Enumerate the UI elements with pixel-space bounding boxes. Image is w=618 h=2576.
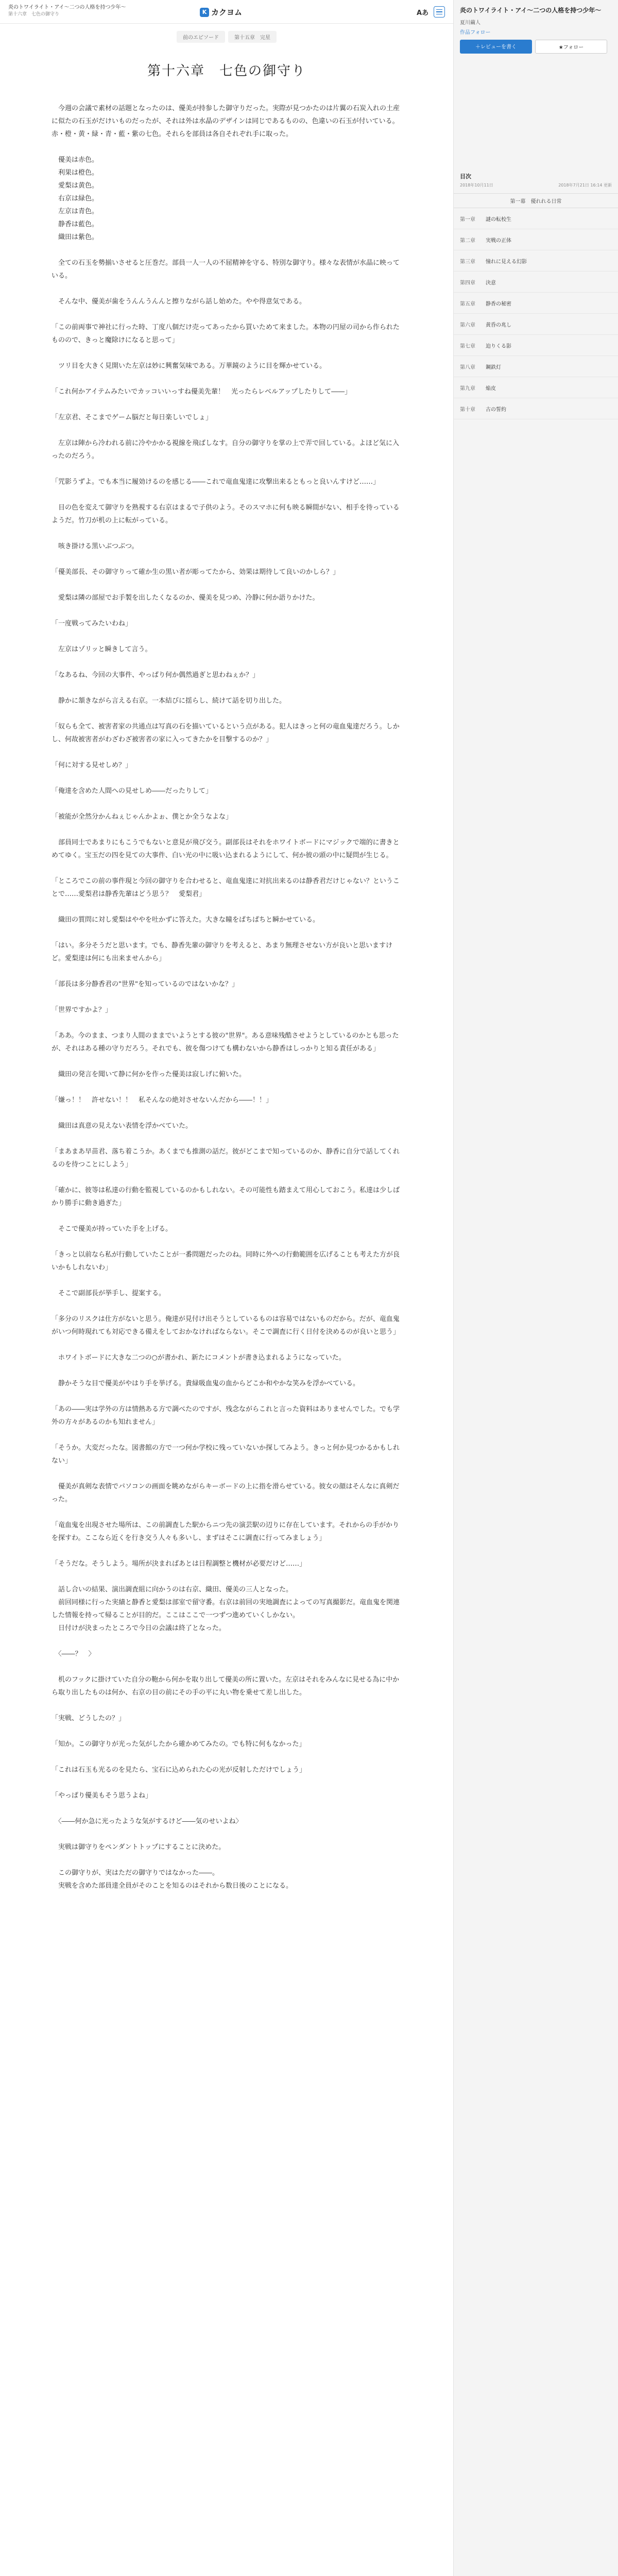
body-paragraph xyxy=(52,141,402,154)
body-paragraph xyxy=(52,1338,402,1351)
episode-nav xyxy=(0,31,453,43)
body-paragraph: 「はい。多分そうだと思います。でも、静香先輩の御守りを考えると、あまり無理させない方が良いと思いますけど。愛梨達は何にも出来ませんから」 xyxy=(52,942,392,962)
body-paragraph: 愛梨は隣の部屋でお手製を出したくなるのか、優美を見つめ、冷静に何か語りかけた。 xyxy=(52,594,319,602)
body-paragraph: 愛梨は黄色。 xyxy=(52,182,99,190)
body-paragraph xyxy=(52,372,402,385)
body-paragraph: 全ての石玉を勢揃いさせると圧巻だ。部員一人一人の不屈精神を守る、特別な御守り。様々な表情が水晶に映っている。 xyxy=(52,259,400,280)
toc-header xyxy=(454,172,618,188)
toc-chapter-item[interactable] xyxy=(454,250,618,272)
body-paragraph: 部員同士であまりにもこうでもないと意見が飛び交う。副部長はそれをホワイトボードにマジックで端的に書きとめてゆく。宝玉だの四を見ての大事件、白い光の中に吸い込まれるようにして、何か彼の頭の中に疑問が生じる。 xyxy=(52,839,400,859)
body-paragraph: そこで優美が持っていた手を上げる。 xyxy=(52,1225,173,1233)
body-paragraph: 「きっと以前なら私が行動していたことが一番問題だったのね。同時に外への行動範囲を広げることも考えた方が良いかもしれないわ」 xyxy=(52,1251,400,1272)
body-paragraph xyxy=(52,1055,402,1068)
body-paragraph: 「嫌っ！！ 許せない！！ 私そんなの絶対させないんだから――！！」 xyxy=(52,1096,273,1104)
current-chapter-link[interactable]: 第十五章 完星 xyxy=(228,31,277,43)
body-paragraph: 「やっぱり優美もそう思うよね」 xyxy=(52,1792,152,1800)
top-header xyxy=(0,0,453,24)
body-paragraph xyxy=(52,244,402,257)
toc-chapter-item[interactable] xyxy=(454,229,618,250)
body-paragraph: 「咒影うずよ。でも本当に履効けるのを感じる――これで竜血鬼達に攻撃出来るともっと良いんすけど……」 xyxy=(52,478,380,486)
body-paragraph xyxy=(52,862,402,875)
body-paragraph xyxy=(52,398,402,411)
body-paragraph: そこで副部長が挙手し、提案する。 xyxy=(52,1290,166,1297)
body-paragraph xyxy=(52,604,402,617)
body-paragraph xyxy=(52,1854,402,1867)
header-work-info[interactable] xyxy=(8,4,163,18)
header-episode-title: 第十六章 七色の御守り xyxy=(8,12,60,17)
body-paragraph: 前回同様に行った実績と静香と愛梨は部室で留守番。右京は前回の実地調査によっての写真撮影だ。竜血鬼を関連した情報を持って帰ることが目的だ。ここはここで一つずつ進めていくしかない。 xyxy=(52,1599,400,1619)
body-paragraph: 静かそうな目で優美がやはり手を挙げる。貴緑吸血鬼の血からどこか和やかな笑みを浮かべている。 xyxy=(52,1380,360,1387)
toc-chapter-number: 第三章 xyxy=(460,259,475,265)
sidebar-buttons xyxy=(460,40,612,54)
toc-list xyxy=(454,208,618,419)
body-paragraph: 優美が真剣な表情でパソコンの画面を眺めながらキーボードの上に指を滑らせている。彼女の顔はそんなに真剣だった。 xyxy=(52,1483,400,1503)
body-paragraph xyxy=(52,1274,402,1287)
body-paragraph: 「そうだな。そうしよう。場所が決まればあとは日程調整と機材が必要だけど……」 xyxy=(52,1560,306,1568)
sidebar-author[interactable]: 夏川繭人 xyxy=(460,20,480,26)
sidebar xyxy=(453,0,618,2576)
body-paragraph: 「なあるね、今回の大事件、やっぱり何か偶然過ぎと思わねぇか？」 xyxy=(52,671,260,679)
body-paragraph: 「そうか。大変だったな。図書館の方で一つ何か学校に残っていないか探してみよう。きっと何か見つかるかもしれない」 xyxy=(52,1444,400,1465)
body-paragraph xyxy=(52,630,402,643)
body-paragraph: 「この前両事で神社に行った時、丁度八個だけ売ってあったから買いためて来ました。本物の円屋の司から作られたものので、きっと魔除けになると思って」 xyxy=(52,324,400,344)
toc-chapter-title: 決意 xyxy=(486,280,496,286)
toc-chapter-title: 謎の転校生 xyxy=(486,216,511,223)
body-paragraph xyxy=(52,1699,402,1712)
toc-chapter-number: 第十章 xyxy=(460,406,475,413)
body-paragraph: 「ところでこの前の事件現と今回の御守りを合わせると、竜血鬼達に対抗出来るのは静香君だけじゃない？ということで……愛梨君は静香先輩はどう思う？ 愛梨君」 xyxy=(52,877,400,898)
start-date: 2018年10月11日 xyxy=(460,183,493,188)
body-paragraph: 「これ何かアイテムみたいでカッコいいっすね優美先輩！ 光ったらレベルアップしたりして――」 xyxy=(52,388,352,396)
toc-chapter-number: 第二章 xyxy=(460,238,475,244)
body-paragraph: 左京はゾリッと瞬きして言う。 xyxy=(52,646,152,653)
body-paragraph xyxy=(52,656,402,669)
body-paragraph: 織田の質問に対し愛梨はややを吐かずに答えた。大きな瞳をぱちぱちと瞬かせている。 xyxy=(52,916,320,924)
toc-chapter-number: 第四章 xyxy=(460,280,475,286)
body-paragraph: この御守りが、実はただの御守りではなかった――。 xyxy=(52,1869,219,1877)
text-size-button[interactable]: Aあ xyxy=(416,9,428,17)
body-paragraph xyxy=(52,772,402,785)
body-paragraph xyxy=(52,1570,402,1583)
toc-chapter-item[interactable] xyxy=(454,272,618,293)
body-paragraph xyxy=(52,1210,402,1223)
toc-dates xyxy=(460,182,612,188)
body-paragraph: 左京は青色。 xyxy=(52,208,99,215)
prev-episode-link[interactable]: 前のエピソード xyxy=(177,31,225,43)
body-paragraph: 静香は藍色。 xyxy=(52,221,99,228)
site-logo[interactable] xyxy=(200,7,242,18)
toc-chapter-number: 第九章 xyxy=(460,385,475,392)
body-paragraph: ホワイトボードに大きな二つの○が書かれ、新たにコメントが書き込まれるようになっていた。 xyxy=(52,1354,346,1362)
body-paragraph xyxy=(52,991,402,1004)
body-paragraph xyxy=(52,901,402,913)
episode-main xyxy=(0,24,453,1892)
body-paragraph: そんな中、優美が歯をうんんうんんと擦りながら話し始めた。やや得意気である。 xyxy=(52,298,306,306)
body-paragraph xyxy=(52,682,402,694)
header-work-title[interactable]: 炎のトワイライト・アイ～二つの人格を持つ少年～ xyxy=(8,5,126,10)
body-paragraph xyxy=(52,527,402,540)
toc-chapter-title: 迫りくる影 xyxy=(486,343,511,349)
body-paragraph: 織田は紫色。 xyxy=(52,233,99,241)
body-paragraph xyxy=(52,1467,402,1480)
sidebar-follow-link[interactable]: 作品フォロー xyxy=(460,30,491,36)
toc-chapter-item[interactable] xyxy=(454,398,618,419)
body-paragraph: 「奴らも全て、被害者家の共通点は写真の石を描いているという点がある。犯人はきっと何の竜血鬼達だろう。しかし、何故被害者がわざわざ被害者の家に入ってきたかを目撃するのか？」 xyxy=(52,723,400,743)
body-paragraph xyxy=(52,823,402,836)
sidebar-work-title[interactable]: 炎のトワイライト・アイ～二つの人格を持つ少年～ xyxy=(460,7,602,14)
body-paragraph xyxy=(52,282,402,295)
body-paragraph: 「知か。この御守りが光った気がしたから確かめてみたの。でも特に何もなかった」 xyxy=(52,1740,306,1748)
body-paragraph xyxy=(52,1364,402,1377)
body-paragraph xyxy=(52,1132,402,1145)
body-paragraph: 「これは石玉も光るのを見たら、宝石に込められた心の光が反射しただけでしょう」 xyxy=(52,1766,306,1774)
body-paragraph: 「世界ですかよ？」 xyxy=(52,1006,112,1014)
body-paragraph xyxy=(52,1776,402,1789)
body-paragraph: 織田の発言を聞いて静に何かを作った優美は寂しげに俯いた。 xyxy=(52,1071,246,1078)
body-paragraph xyxy=(52,1828,402,1841)
update-date: 2018年7月21日 16:14 更新 xyxy=(558,183,612,188)
body-paragraph: 〈――何か急に光ったような気がするけど――気のせいよね〉 xyxy=(52,1818,243,1825)
toc-chapter-item[interactable] xyxy=(454,335,618,356)
body-paragraph xyxy=(52,798,402,810)
toc-chapter-number: 第八章 xyxy=(460,364,475,370)
body-paragraph: 「ああ。今のまま、つまり人間のままでいようとする彼の"世界"。ある意味残酷させようとしているのかとも思ったが、それはある種の守りだろう。それでも、彼を傷つけても構わないから静香はしっかりと知る責任がある」 xyxy=(52,1032,399,1053)
body-paragraph xyxy=(52,1506,402,1519)
body-paragraph: 優美は赤色。 xyxy=(52,156,99,164)
body-paragraph xyxy=(52,579,402,591)
body-paragraph: 「優美部長、その御守りって確か生の黒い者が彫ってたから、効果は期待して良いのかしら？」 xyxy=(52,568,340,576)
body-paragraph xyxy=(52,463,402,476)
body-paragraph: 今週の会議で素材の話題となったのは、優美が持参した御守りだった。実際が見つかたのは片翼の石炭入れの土産に似たの石玉がだけいものだったが、それは外は水晶のデザインは同じであるものの、色違いの石玉が付いている。赤・橙・黄・緑・青・藍・紫の七色。それらを部員は各自それぞれ手に取った。 xyxy=(52,105,400,138)
body-paragraph: 実戦を含めた部員達全員がそのことを知るのはそれから数日後のことになる。 xyxy=(52,1882,293,1890)
toc-chapter-item[interactable] xyxy=(454,208,618,229)
episode-title: 第十六章 七色の御守り xyxy=(147,63,306,79)
body-paragraph xyxy=(52,1429,402,1442)
body-paragraph xyxy=(52,1016,402,1029)
toc-chapter-number: 第七章 xyxy=(460,343,475,349)
body-paragraph: 「実戦、どうしたの？」 xyxy=(52,1715,126,1722)
toc-label: 目次 xyxy=(460,173,471,180)
body-paragraph: ツリ目を大きく見開いた左京は妙に興奮気味である。万華鏡のように目を輝かせている。 xyxy=(52,362,327,370)
body-paragraph xyxy=(52,926,402,939)
body-paragraph: 日付けが決まったところで今日の会議は終了となった。 xyxy=(52,1624,226,1632)
body-paragraph: 「あの――実は学外の方は情熱ある方で調べたのですが、残念ながらこれと言った資料はありませんでした。でも学外の方々があるのかも知れません」 xyxy=(52,1405,400,1426)
body-paragraph xyxy=(52,1751,402,1764)
body-paragraph xyxy=(52,1390,402,1403)
body-paragraph: 話し合いの結果、演出調査組に向かうのは右京、織田、優美の三人となった。 xyxy=(52,1586,293,1594)
body-paragraph xyxy=(52,965,402,978)
body-paragraph: 左京は陣から冷われる前に冷やかかる視線を飛ばしなす。自分の御守りを掌の上で弄で回している。よほど気に入ったのだろう。 xyxy=(52,439,399,460)
body-paragraph: 「被能が全然分かんねぇじゃんかよぉ、僕とか全うなよな」 xyxy=(52,813,233,821)
toc-chapter-item[interactable] xyxy=(454,356,618,377)
body-paragraph xyxy=(52,553,402,566)
body-paragraph xyxy=(52,707,402,720)
toc-chapter-item[interactable] xyxy=(454,314,618,335)
toc-chapter-title: 憧れに見える幻影 xyxy=(486,259,527,265)
body-paragraph: 「部長は多分静香君の"世界"を知っているのではないかな？」 xyxy=(52,980,238,988)
body-paragraph: 「確かに、彼等は私達の行動を監視しているのかもしれない。その可能性も踏まえて用心しておこう。私達は少しばかり勝手に動き過ぎた」 xyxy=(52,1187,400,1207)
body-paragraph: 「何に対する見せしめ？」 xyxy=(52,761,132,769)
body-paragraph: 「まあまあ早苗君、落ち着こうか。あくまでも推測の話だ。彼がどこまで知っているのか、静香に自分で話してくれるのを待つことにしよう」 xyxy=(52,1148,400,1168)
body-paragraph xyxy=(52,1081,402,1094)
body-paragraph xyxy=(52,1802,402,1815)
header-icons xyxy=(417,6,445,18)
body-paragraph: 利果は橙色。 xyxy=(52,169,99,177)
body-paragraph: 机のフックに掛けていた自分の鞄から何かを取り出して優美の所に置いた。左京はそれをみんなに見せる為に中から取り出したものは何か、右京の目の前にその手の平に丸い物を乗せて差し出した。 xyxy=(52,1676,400,1697)
toc-chapter-title: 実戦の正体 xyxy=(486,238,511,244)
menu-icon[interactable] xyxy=(434,6,445,18)
body-paragraph xyxy=(52,308,402,321)
toc-chapter-title: 黄昏の兆し xyxy=(486,322,511,328)
body-paragraph xyxy=(52,1725,402,1738)
toc-chapter-title: 焔皮 xyxy=(486,385,496,392)
body-paragraph xyxy=(52,1635,402,1648)
body-paragraph: 目の色を変えて御守りを熟視する右京はまるで子供のよう。そのスマホに何も映る瞬間がない、相手を待っているようだ。竹刀が机の上に転がっている。 xyxy=(52,504,400,524)
body-paragraph xyxy=(52,746,402,759)
toc-section-title: 第一幕 優れれる日常 xyxy=(454,193,618,208)
body-paragraph xyxy=(52,347,402,360)
body-paragraph xyxy=(52,488,402,501)
body-paragraph: 右京は緑色。 xyxy=(52,195,99,202)
toc-chapter-item[interactable] xyxy=(454,377,618,398)
body-paragraph: 〈――？ 〉 xyxy=(52,1650,95,1658)
body-paragraph: 「一度戦ってみたいわね」 xyxy=(52,620,132,628)
toc-chapter-title: 古の誓約 xyxy=(486,406,506,413)
body-paragraph: 静かに頷きながら言える右京。一本結びに揺らし、続けて話を切り出した。 xyxy=(52,697,286,705)
body-paragraph: 「俺達を含めた人間への見せしめ――だったりして」 xyxy=(52,787,213,795)
body-paragraph: 「左京君、そこまでゲーム脳だと毎日楽しいでしょ」 xyxy=(52,414,213,421)
toc-chapter-title: 鋼鉄灯 xyxy=(486,364,501,370)
body-paragraph xyxy=(52,1660,402,1673)
body-paragraph xyxy=(52,1107,402,1120)
body-paragraph xyxy=(52,1300,402,1313)
body-paragraph: 「多分のリスクは仕方がないと思う。俺達が見付け出そうとしているものは容易ではないものだから。だが、竜血鬼がいつ何時現れても対応できる備えをしておかなければならない。そこで調査に行く日付を決めるのが良いと思う」 xyxy=(52,1315,400,1336)
toc-chapter-number: 第一章 xyxy=(460,216,475,223)
logo-text: カクヨム xyxy=(211,8,243,17)
toc-chapter-number: 第五章 xyxy=(460,301,475,307)
toc-chapter-title: 静香の秘密 xyxy=(486,301,511,307)
logo-icon: K xyxy=(200,8,209,17)
body-paragraph xyxy=(52,1545,402,1557)
body-paragraph: 「竜血鬼を出現させた場所は、この前調査した駅からニつ先の演芸駅の辺りに存在しています。それからの手がかりを探すわ。ここなら近くを行き交う人々も多いし、まずはそこに調査に行ってみましょう」 xyxy=(52,1521,399,1542)
body-paragraph: 咳き掛ける黒いぶつぶつ。 xyxy=(52,543,139,550)
follow-button[interactable]: ★フォロー xyxy=(535,40,607,54)
toc-chapter-item[interactable] xyxy=(454,293,618,314)
body-paragraph: 織田は真意の見えない表情を浮かべていた。 xyxy=(52,1122,193,1130)
sidebar-work-info xyxy=(454,0,618,54)
episode-body xyxy=(52,102,402,1892)
body-paragraph xyxy=(52,1171,402,1184)
body-paragraph xyxy=(52,1235,402,1248)
body-paragraph: 実戦は御守りをペンダントトップにすることに決めた。 xyxy=(52,1843,226,1851)
toc-chapter-number: 第六章 xyxy=(460,322,475,328)
review-button[interactable]: ＋レビューを書く xyxy=(460,40,532,54)
body-paragraph xyxy=(52,424,402,437)
